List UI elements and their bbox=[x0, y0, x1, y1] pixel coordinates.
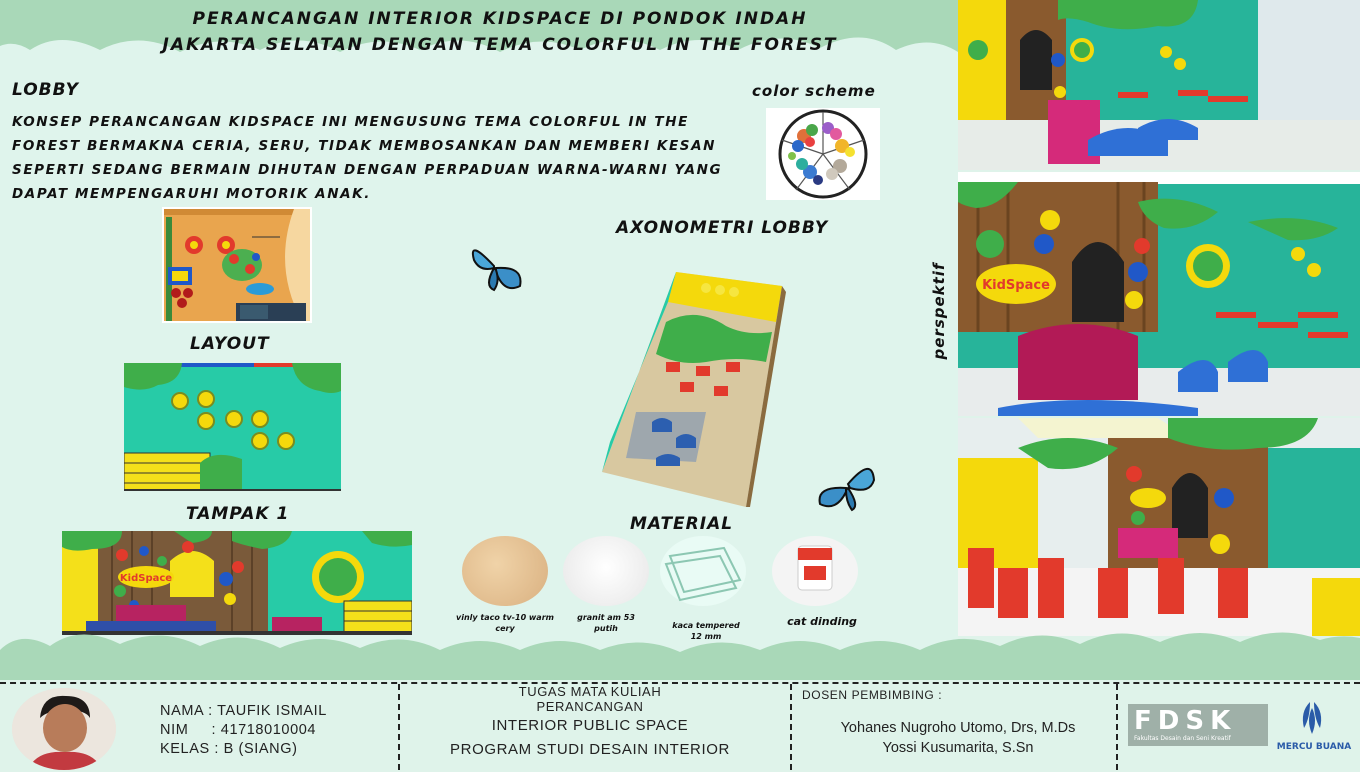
perspective-render-1 bbox=[958, 0, 1360, 170]
perspective-render-3 bbox=[958, 418, 1360, 636]
footer-divider-3 bbox=[1116, 684, 1118, 770]
tampak-1-elevation bbox=[124, 363, 341, 491]
material-glass-caption: kaca tempered 12 mm bbox=[672, 621, 740, 641]
poster-title bbox=[150, 6, 850, 58]
bottom-cloud-border bbox=[0, 610, 1360, 690]
advisor-heading: DOSEN PEMBIMBING : bbox=[802, 688, 943, 702]
layout-label: LAYOUT bbox=[190, 334, 270, 354]
tampak-1-label: TAMPAK 1 bbox=[186, 504, 290, 524]
course-line-2: PERANCANGAN bbox=[536, 699, 644, 714]
perspective-kidspace-sign: KidSpace bbox=[982, 278, 1050, 293]
axonometri-lobby-render bbox=[596, 262, 796, 507]
material-vinyl-swatch bbox=[462, 536, 548, 606]
material-vinyl-caption: vinly taco tv-10 warm cery bbox=[456, 613, 554, 633]
mercu-buana-logo: MERCU BUANA bbox=[1270, 698, 1358, 762]
course-line-1: TUGAS MATA KULIAH bbox=[518, 684, 662, 699]
student-name: NAMA : TAUFIK ISMAIL bbox=[160, 703, 327, 719]
tampak-2-kidspace-sign: KidSpace bbox=[119, 573, 173, 584]
material-paint-swatch bbox=[772, 536, 858, 606]
lobby-description: KONSEP PERANCANGAN KIDSPACE INI MENGUSUNG TEMA COLORFUL IN THE FOREST BERMAKNA CERIA, SERU, TIDAK MEMBOSANKAN DAN MEMBERI KESAN SEPERTI SEDANG BERMAIN DIHUTAN DENGAN PERPADUAN WARNA-WARNI YANG DAPAT MEMPENGARUHI MOTORIK ANAK. bbox=[12, 114, 723, 202]
material-glass-swatch bbox=[660, 536, 746, 606]
advisor-2: Yossi Kusumarita, S.Sn bbox=[882, 740, 1034, 756]
footer-divider-2 bbox=[790, 684, 792, 770]
course-line-4: PROGRAM STUDI DESAIN INTERIOR bbox=[450, 741, 730, 758]
advisor-names bbox=[800, 718, 1116, 758]
material-granite-caption: granit am 53 putih bbox=[577, 613, 635, 633]
course-line-3: INTERIOR PUBLIC SPACE bbox=[491, 717, 689, 734]
student-class: KELAS : B (SIANG) bbox=[160, 741, 298, 757]
material-paint-caption: cat dinding bbox=[787, 615, 857, 628]
student-info bbox=[160, 702, 327, 759]
student-nim: NIM : 41718010004 bbox=[160, 722, 317, 738]
material-granite-swatch bbox=[563, 536, 649, 606]
advisor-1: Yohanes Nugroho Utomo, Drs, M.Ds bbox=[840, 720, 1076, 736]
student-avatar bbox=[12, 688, 116, 770]
axonometri-label: AXONOMETRI LOBBY bbox=[616, 218, 829, 238]
butterfly-icon-2 bbox=[812, 456, 880, 514]
lobby-heading: LOBBY bbox=[12, 80, 79, 100]
perspective-render-2 bbox=[958, 172, 1360, 416]
course-info bbox=[400, 684, 780, 762]
fdsk-logo: FDSK Fakultas Desain dan Seni Kreatif bbox=[1128, 704, 1268, 746]
color-scheme-wheel bbox=[766, 108, 880, 200]
butterfly-icon bbox=[464, 236, 528, 298]
footer-info-bar bbox=[0, 680, 1360, 772]
perspektif-label: perspektif bbox=[930, 262, 948, 360]
title-line-2: JAKARTA SELATAN DENGAN TEMA COLORFUL IN THE FOREST bbox=[162, 35, 838, 55]
color-scheme-label: color scheme bbox=[752, 82, 876, 100]
material-label: MATERIAL bbox=[630, 514, 734, 534]
layout-floor-plan bbox=[162, 207, 312, 323]
title-line-1: PERANCANGAN INTERIOR KIDSPACE DI PONDOK INDAH bbox=[192, 9, 808, 29]
